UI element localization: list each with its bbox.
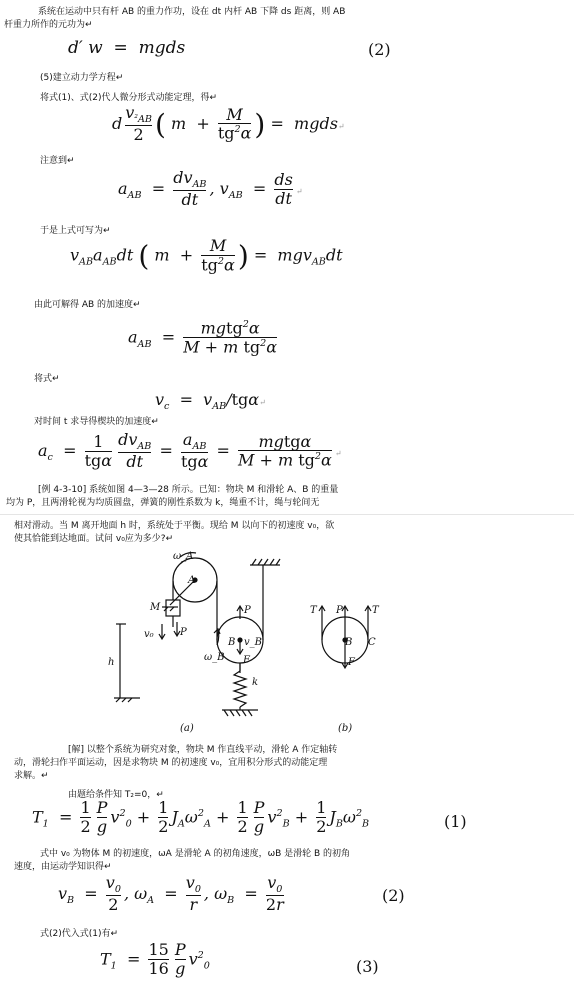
equation-ac: $a_c$ = $\frac{1}{\text{tgα}}$ $\frac{dv_{AB}}{dt}$ = $\frac{a_{AB}}{\text{tgα}}$ = $\frac{\text{mgtgα}}{M + m tg^2\alpha}$ ↵: [38, 430, 342, 472]
k-label: k: [252, 677, 259, 688]
f-label: F: [243, 655, 250, 666]
omega-b-label: ω_B: [204, 652, 225, 663]
solution-heading: [解] 以整个系统为研究对象，物块 M 作直线平动，滑轮 A 作定轴转: [68, 745, 338, 755]
equation-velocities: $v_B$ = $\frac{v_0}{2}$ , $\omega_A$ = $\frac{v_0}{r}$ , $\omega_B$ = $\frac{v_0}{2r}$: [58, 873, 284, 915]
p-label-m: P: [180, 627, 187, 638]
pulley-a-label: A: [188, 575, 196, 586]
equation-t1: $T_1$ = $\frac{1}{2}$ $\frac{P}{g}$ $v^2_0$ + $\frac{1}{2}$ $J_A\omega^2_A$ + $\frac{1}{2}$ $\frac{P}{g}$ $v^2_B$ + $\frac{1}{2}$ $J_B\omega^2_B$: [32, 798, 370, 836]
c-label: C: [368, 637, 376, 648]
t-label-left: T: [310, 605, 317, 616]
step-heading: (5)建立动力学方程↵: [40, 73, 124, 83]
text-line: 将式(1)、式(2)代人微分形式动能定理，得↵: [40, 93, 218, 103]
spring: [234, 671, 246, 707]
text-line: 式中 v₀ 为物体 M 的初速度，ωA 是滑轮 A 的初角速度，ωB 是滑轮 B 的初角: [40, 849, 351, 859]
p-label-fbd: P: [336, 605, 343, 616]
f-label-fbd: F: [348, 657, 355, 668]
page-break-divider: [0, 514, 574, 515]
text-line: 均为 P，且两滑轮视为均质圆盘，弹簧的刚性系数为 k，绳重不计，绳与轮间无: [6, 498, 320, 508]
block-m-label: M: [150, 602, 161, 613]
equation-rewritten: $v_{AB}a_{AB}dt$ ( m + $\frac{M}{tg^2\alpha}$ ) = mgv$_{AB}$dt: [70, 236, 343, 275]
text-line: 动，滑轮扫作平面运动，因是求物块 M 的初速度 v₀，宜用积分形式的动能定理: [14, 758, 328, 768]
v0-label: v₀: [144, 629, 154, 640]
equation-aAB: $a_{AB}$ = $\frac{mgtg^2\alpha}{M + m tg^2\alpha}$: [128, 318, 278, 357]
eq-number: (1): [444, 812, 467, 831]
text-line: 速度，由运动学知识得↵: [14, 862, 112, 872]
text-line: 使其恰能到达地面。试问 v₀应为多少?↵: [14, 534, 174, 544]
equation-t1-result: $T_1$ = $\frac{15}{16}$ $\frac{P}{g}$ $v^2_0$: [100, 940, 210, 978]
equation-vc: $v_c$ = $v_{AB}/tg\alpha↵$: [155, 390, 266, 413]
pulley-system-figure: [100, 545, 430, 740]
pulley-b-label: B: [228, 637, 236, 648]
text-line: 于是上式可写为↵: [40, 226, 111, 236]
eq-number: (3): [356, 957, 379, 976]
text-line: 相对滑动。当 M 离开地面 h 时，系统处于平衡。现给 M 以向下的初速度 v₀，欲: [14, 521, 335, 531]
example-heading: [例 4-3-10] 系统如图 4—3—28 所示。已知：物块 M 和滑轮 A、B 的重量: [38, 485, 339, 495]
equation-accel-def: $a_{AB}$ = $\frac{dv_{AB}}{dt}$ , $v_{AB}$ = $\frac{ds}{dt}$ ↵: [118, 168, 303, 210]
equation-dw: d′ w = mgds: [68, 38, 186, 58]
text-line: 将式↵: [34, 374, 60, 384]
text-line: 式(2)代入式(1)有↵: [40, 929, 119, 939]
t-label-right: T: [372, 605, 379, 616]
equation-energy: d $\frac{v_{^2AB}}{2}$ ( m + $\frac{M}{tg^2\alpha}$ ) = mgds↵: [112, 103, 345, 145]
b-label-fbd: B: [345, 637, 353, 648]
text-line: 注意到↵: [40, 156, 75, 166]
eq-number: (2): [368, 40, 391, 59]
h-label: h: [108, 657, 115, 668]
omega-a-label: ω_A: [173, 551, 194, 562]
text-line: 对时间 t 求导得楔块的加速度↵: [34, 417, 159, 427]
text-line: 杆重力所作的元功为↵: [4, 20, 93, 30]
text-line: 求解。↵: [14, 771, 49, 781]
vb-label: v_B: [244, 637, 262, 648]
p-label-b: P: [244, 605, 251, 616]
caption-b: (b): [338, 723, 353, 734]
text-line: 系统在运动中只有杆 AB 的重力作功，设在 dt 内杆 AB 下降 ds 距离，则 AB: [38, 7, 346, 17]
eq-number: (2): [382, 886, 405, 905]
caption-a: (a): [180, 723, 194, 734]
text-line: 由题给条件知 T₂=0，↵: [68, 790, 164, 800]
text-line: 由此可解得 AB 的加速度↵: [34, 300, 141, 310]
